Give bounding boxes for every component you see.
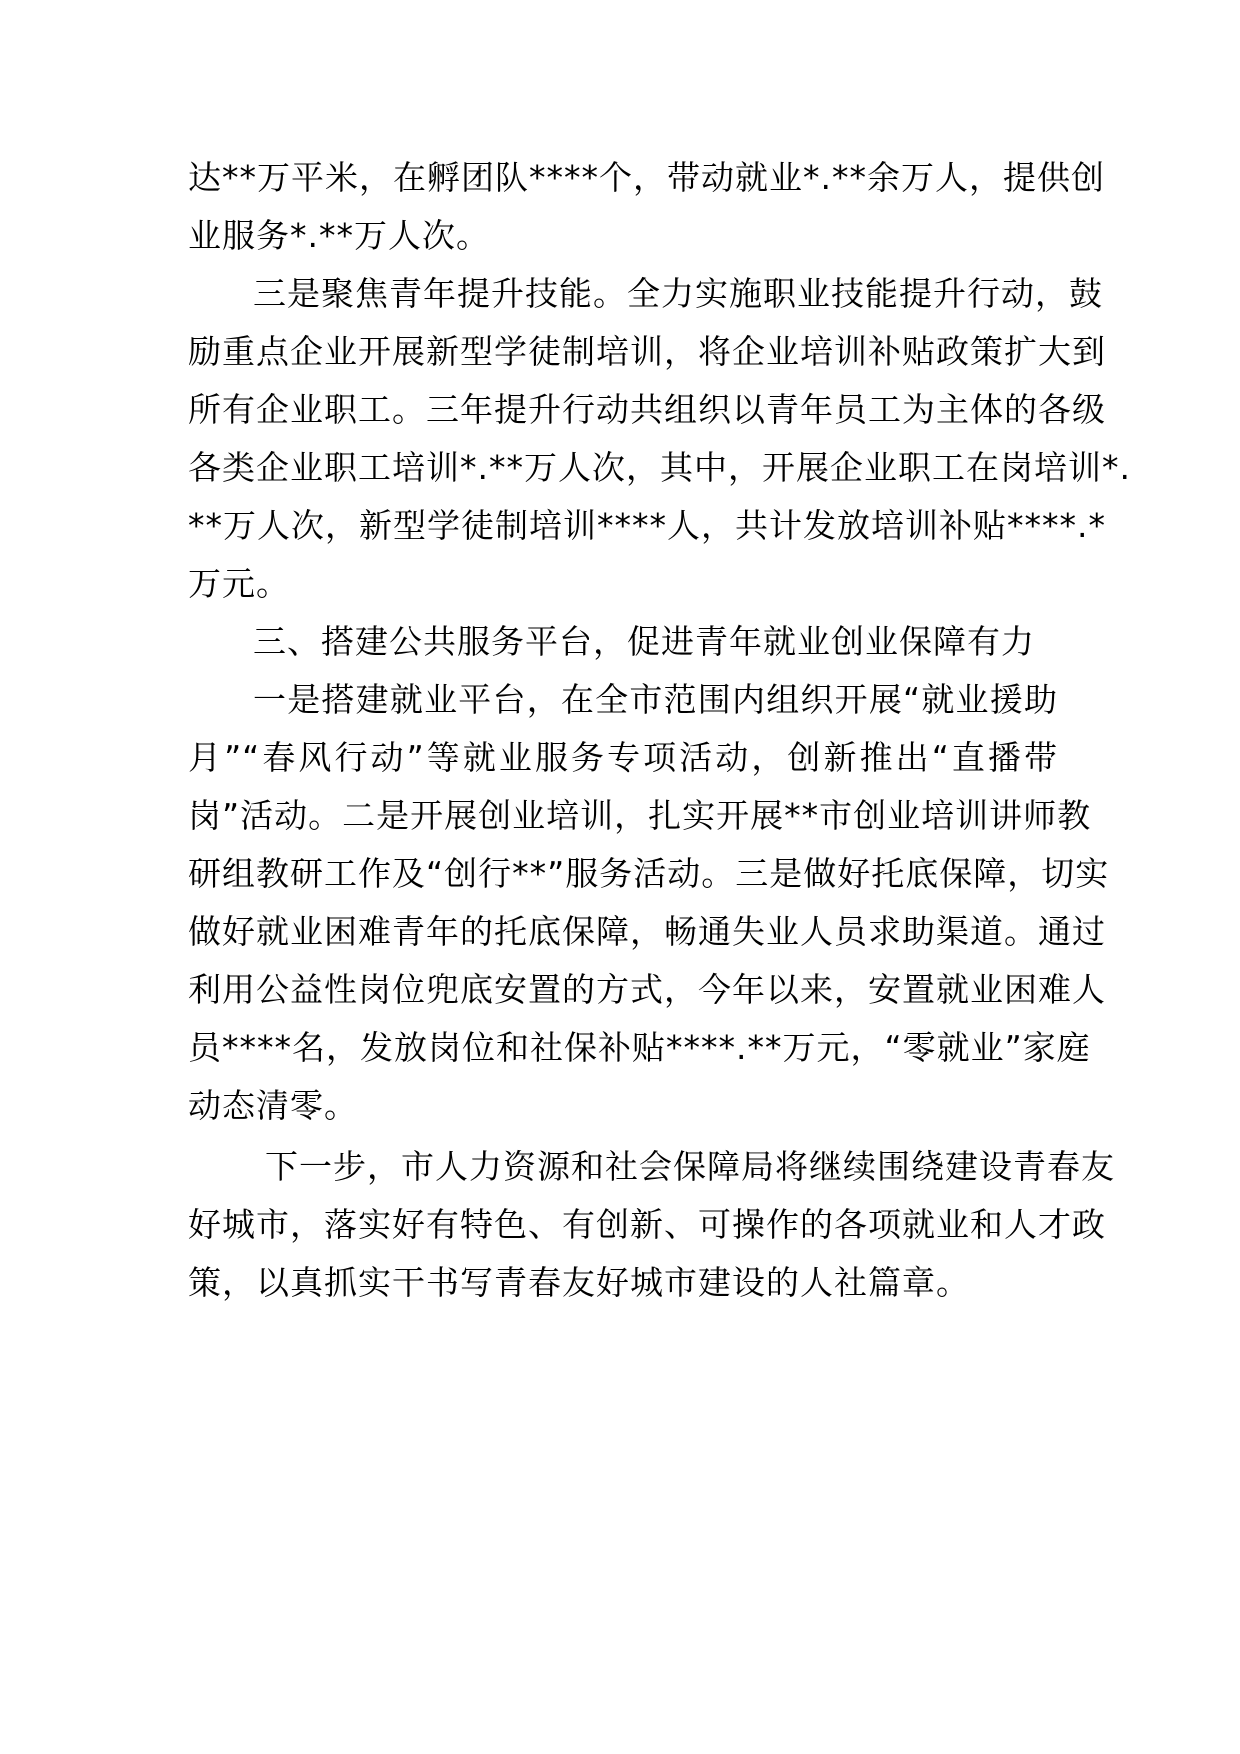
paragraph-line: 所有企业职工。三年提升行动共组织以青年员工为主体的各级	[188, 390, 1106, 429]
paragraph-line: 一是搭建就业平台，在全市范围内组织开展“就业援助	[253, 680, 1058, 719]
paragraph-line: 万元。	[188, 564, 290, 603]
paragraph-line: 励重点企业开展新型学徒制培训，将企业培训补贴政策扩大到	[188, 332, 1106, 371]
paragraph-line: 策，以真抓实干书写青春友好城市建设的人社篇章。	[188, 1263, 970, 1302]
paragraph-line: 达**万平米，在孵团队****个，带动就业*.**余万人，提供创	[188, 158, 1105, 197]
paragraph-line: 岗”活动。二是开展创业培训，扎实开展**市创业培训讲师教	[188, 796, 1092, 835]
paragraph-line: **万人次，新型学徒制培训****人，共计发放培训补贴****.*	[188, 506, 1106, 545]
paragraph-line: 三是聚焦青年提升技能。全力实施职业技能提升行动，鼓	[253, 274, 1103, 313]
paragraph-line: 研组教研工作及“创行**”服务活动。三是做好托底保障，切实	[188, 854, 1110, 893]
paragraph-line: 下一步，市人力资源和社会保障局将继续围绕建设青春友	[265, 1147, 1115, 1186]
paragraph-line: 做好就业困难青年的托底保障，畅通失业人员求助渠道。通过	[188, 912, 1106, 951]
paragraph-line: 月”“春风行动”等就业服务专项活动，创新推出“直播带	[188, 738, 1058, 777]
paragraph-line: 好城市，落实好有特色、有创新、可操作的各项就业和人才政	[188, 1205, 1106, 1244]
paragraph-line: 动态清零。	[188, 1086, 358, 1125]
section-heading: 三、搭建公共服务平台，促进青年就业创业保障有力	[253, 622, 1035, 661]
paragraph-line: 员****名，发放岗位和社保补贴****.**万元，“零就业”家庭	[188, 1028, 1091, 1067]
paragraph-line: 利用公益性岗位兜底安置的方式，今年以来，安置就业困难人	[188, 970, 1106, 1009]
paragraph-line: 各类企业职工培训*.**万人次，其中，开展企业职工在岗培训*.	[188, 448, 1131, 487]
paragraph-line: 业服务*.**万人次。	[188, 216, 490, 255]
